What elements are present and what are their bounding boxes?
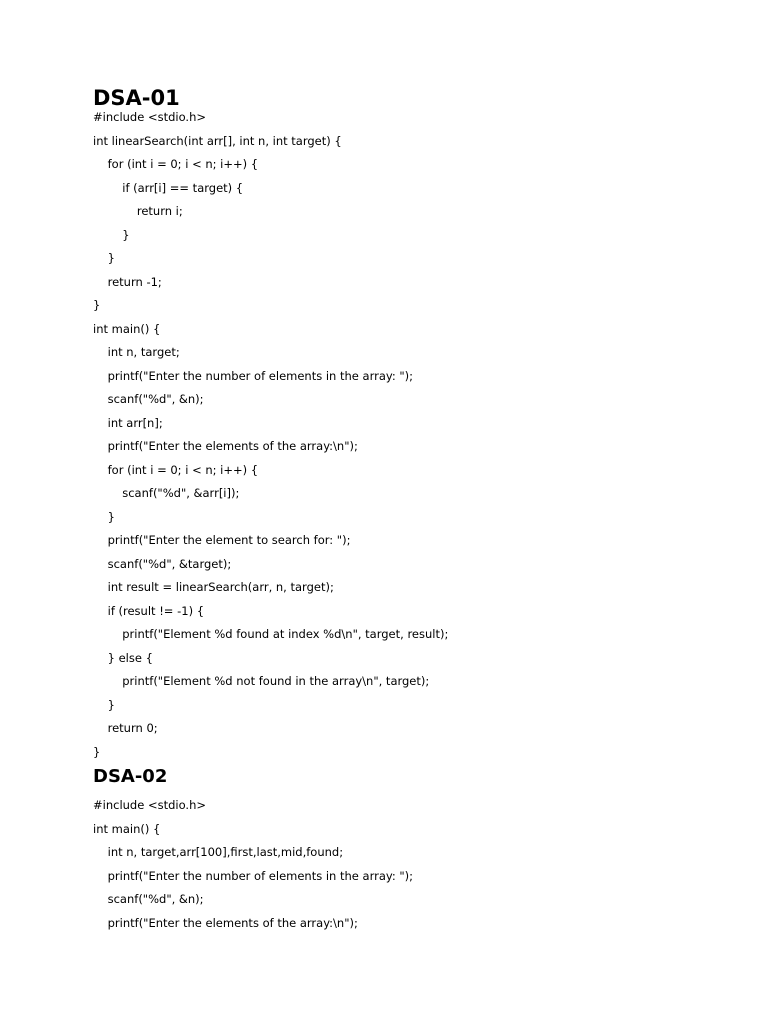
code-line: printf("Enter the elements of the array:\n"); (93, 915, 358, 930)
code-line: for (int i = 0; i < n; i++) { (93, 157, 259, 171)
code-line: printf("Enter the number of elements in the array: "); (93, 868, 414, 883)
code-line: } (93, 744, 101, 759)
code-line: } (93, 509, 115, 524)
code-line: } else { (93, 650, 153, 665)
code-line: int n, target; (93, 345, 180, 359)
code-line: scanf("%d", &target); (93, 556, 232, 571)
code-line: return 0; (93, 721, 158, 735)
code-line: return -1; (93, 274, 162, 289)
section-title-dsa-01: DSA-01 (93, 86, 180, 110)
code-line: printf("Enter the element to search for: "); (93, 533, 351, 547)
code-line: } (93, 227, 130, 242)
code-line: int result = linearSearch(arr, n, target); (93, 580, 334, 594)
code-line: } (93, 697, 115, 712)
code-line: } (93, 251, 115, 265)
code-line: for (int i = 0; i < n; i++) { (93, 462, 259, 477)
code-line: int main() { (93, 321, 161, 336)
code-line: if (result != -1) { (93, 603, 205, 618)
code-line: int linearSearch(int arr[], int n, int target) { (93, 133, 342, 148)
code-line: int n, target,arr[100],first,last,mid,found; (93, 845, 344, 859)
code-line: scanf("%d", &n); (93, 392, 204, 406)
code-line: scanf("%d", &n); (93, 892, 204, 906)
code-line: if (arr[i] == target) { (93, 180, 244, 195)
code-line: } (93, 298, 101, 312)
section-title-dsa-02: DSA-02 (93, 766, 168, 787)
code-line: int arr[n]; (93, 415, 163, 430)
code-line: #include <stdio.h> (93, 110, 207, 124)
code-line: #include <stdio.h> (93, 798, 207, 812)
code-line: printf("Enter the number of elements in the array: "); (93, 368, 414, 383)
code-block-dsa-01 (93, 109, 448, 767)
code-line: int main() { (93, 821, 161, 836)
code-line: printf("Element %d found at index %d\n", target, result); (93, 627, 449, 641)
code-line: printf("Enter the elements of the array:\n"); (93, 439, 358, 453)
code-line: return i; (93, 204, 183, 218)
code-line: printf("Element %d not found in the array\n", target); (93, 674, 430, 688)
code-block-dsa-02 (93, 797, 413, 938)
code-line: scanf("%d", &arr[i]); (93, 486, 240, 500)
